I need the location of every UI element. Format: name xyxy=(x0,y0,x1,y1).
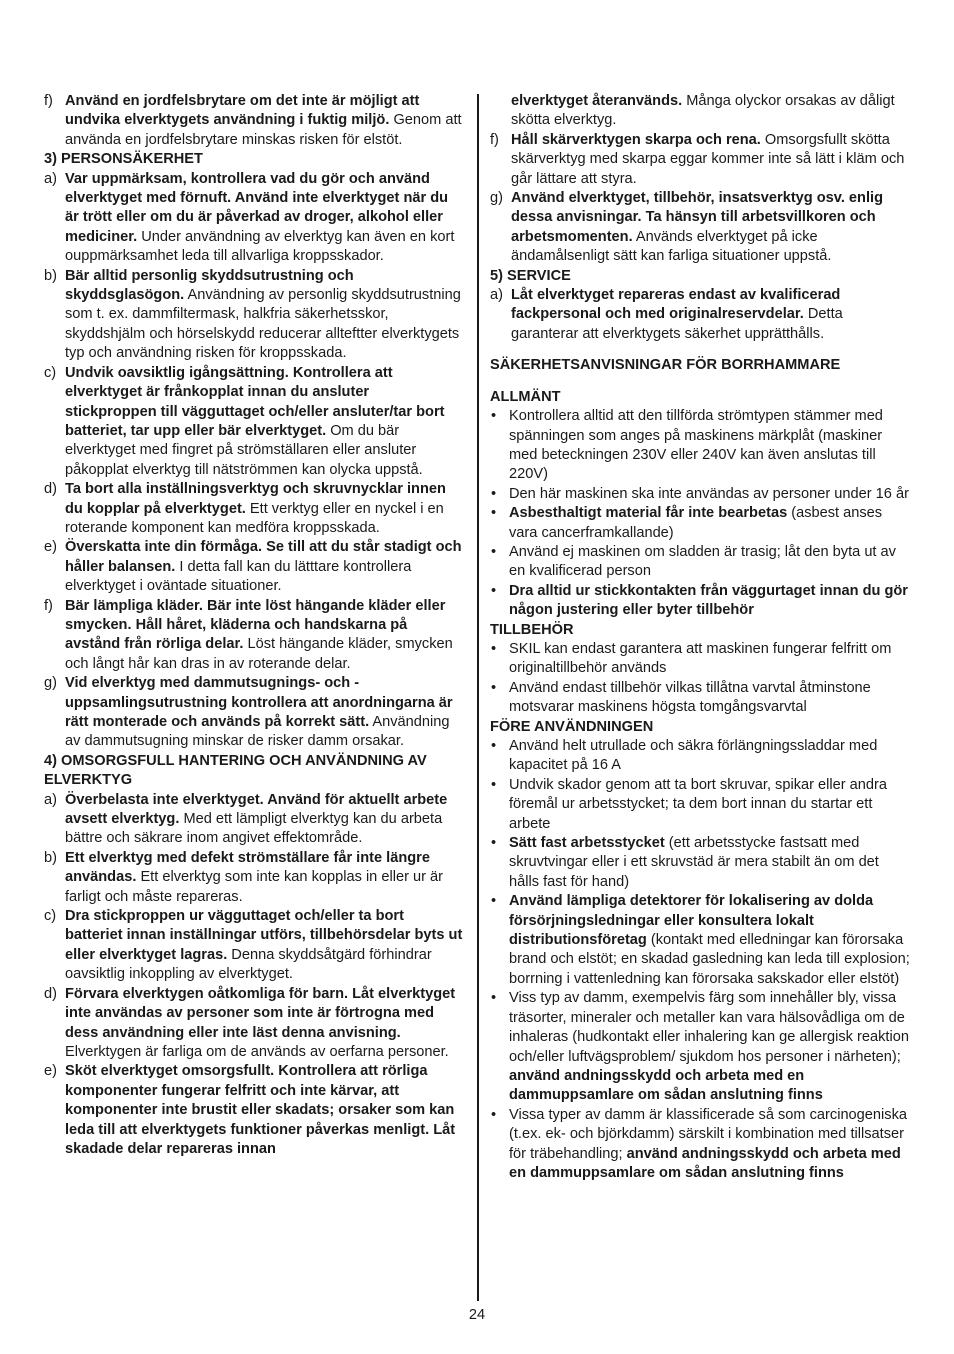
item-text: Detta garanterar att elverktygets säkerhet upprätthålls. xyxy=(511,306,843,342)
item-text: Kontrollera alltid att den tillförda strömtypen stämmer med spänningen som anges på maskinens märkplåt (maskiner med beteckningen 230V eller 240V kan även anslutas till 220V) xyxy=(509,408,883,483)
bullet-marker: • xyxy=(491,640,497,657)
item-text: Genom att använda en jordfelsbrytare minskas risken för elstöt. xyxy=(65,112,462,148)
bold-instruction: Förvara elverktygen oåtkomliga för barn. Låt elverktyget inte användas av personer som inte är förtrogna med dess användning eller inte läst denna anvisning. xyxy=(65,985,456,1041)
item-marker: b) xyxy=(44,267,57,284)
item-text: I detta fall kan du lätttare kontrollera elverktyget i oväntade situationer. xyxy=(65,558,412,595)
bold-instruction: Vid elverktyg med dammutsugnings- och -uppsamlingsutrustning kontrollera att anordningarna är rätt monterade och används på korrekt sätt. xyxy=(65,675,453,730)
list-item xyxy=(44,480,464,538)
item-text: Många olyckor orsakas av dåligt skötta elverktyg. xyxy=(511,93,895,129)
item-text: Under användning av elverktyg kan även en kort ouppmärksamhet leda till allvarliga kroppsskador. xyxy=(65,228,455,265)
item-marker: a) xyxy=(490,287,503,304)
bold-instruction: Var uppmärksam, kontrollera vad du gör och använd elverktyget med förnuft. Använd inte elverktyget när du är trött eller om du är påverkad av droger, alkohol eller mediciner. xyxy=(65,170,449,245)
bullet-item xyxy=(490,485,910,504)
item-marker: e) xyxy=(44,1063,57,1080)
bold-instruction: Undvik oavsiktlig igångsättning. Kontrollera att elverktyget är frånkopplat innan du ansluter stickproppen till vägguttaget och/eller ansluter/tar bort batteriet, tar upp eller bär elverktyget. xyxy=(65,364,445,439)
item-marker: g) xyxy=(44,675,57,692)
list-item xyxy=(44,849,464,907)
bullet-item xyxy=(490,737,910,776)
item-text: (ett arbetsstycke fastsatt med skruvtvingar eller i ett skruvstäd är mera stabilt än om det hålls fast för hand) xyxy=(509,835,879,890)
list-item xyxy=(44,674,464,752)
bold-instruction: Sätt fast arbetsstycket xyxy=(509,835,665,852)
item-text: Används elverktyget på icke ändamålsenligt sätt kan farliga situationer uppstå. xyxy=(511,228,832,265)
list-item xyxy=(44,985,464,1063)
list-item xyxy=(44,1062,464,1159)
item-text: SKIL kan endast garantera att maskinen fungerar felfritt om originaltillbehör används xyxy=(509,640,892,677)
right-column xyxy=(490,92,910,1183)
item-marker: c) xyxy=(44,364,57,381)
item-marker: g) xyxy=(490,190,503,207)
column-divider xyxy=(477,94,479,1301)
section-heading: 3) PERSONSÄKERHET xyxy=(44,151,203,168)
item-text: Omsorgsfullt skötta skärverktyg med skarpa eggar kommer inte så lätt i kläm och går lättare att styra. xyxy=(511,131,905,187)
item-text: Denna skyddsåtgärd förhindrar oavsiktlig inkoppling av elverktyget. xyxy=(65,946,432,983)
list-item xyxy=(44,538,464,596)
bullet-item xyxy=(490,989,910,1105)
list-item xyxy=(44,267,464,364)
bold-instruction: Sköt elverktyget omsorgsfullt. Kontrollera att rörliga komponenter fungerar felfritt och inte kärvar, att komponenter inte brustit eller skadats; orsaker som kan leda till att elverktygets funktioner påverkas menligt. Låt skadade delar repareras innan xyxy=(65,1063,456,1157)
bullet-marker: • xyxy=(491,679,497,696)
bullet-item xyxy=(490,407,910,485)
bold-instruction: Ta bort alla inställningsverktyg och skruvnycklar innen du kopplar på elverktyget. xyxy=(65,481,446,517)
bold-instruction: Överbelasta inte elverktyget. Använd för aktuellt arbete avsett elverktyg. xyxy=(65,791,448,828)
bullet-item xyxy=(490,834,910,892)
item-text: (kontakt med elledningar kan förorsaka brand och elstöt; en skadad gasledning kan leda till explosion; borrning i vattenledning kan förorsaka sakskador eller elstöt) xyxy=(509,932,910,987)
list-item xyxy=(44,92,464,150)
item-text: Användning av dammutsugning minskar de risker damm orsakar. xyxy=(65,714,450,750)
list-item xyxy=(490,131,910,189)
section-heading: FÖRE ANVÄNDNINGEN xyxy=(490,718,654,735)
item-text: Om du bär elverktyget med fingret på strömställaren eller ansluter påkopplat elverktyg till nätströmmen kan olycka uppstå. xyxy=(65,422,423,478)
bold-instruction: Använd en jordfelsbrytare om det inte är möjligt att undvika elverktygets användning i fuktig miljö. xyxy=(65,93,420,129)
list-item xyxy=(490,286,910,344)
bold-instruction: använd andningsskydd och arbeta med en dammuppsamlare om sådan anslutning finns xyxy=(509,1067,823,1104)
bullet-marker: • xyxy=(491,543,497,560)
bullet-item xyxy=(490,543,910,582)
list-item xyxy=(44,170,464,267)
bold-instruction: Bär lämpliga kläder. Bär inte löst hängande kläder eller smycken. Håll håret, kläderna och handskarna på avstånd från rörliga delar. xyxy=(65,597,446,653)
item-marker: f) xyxy=(44,93,53,109)
item-text: Med ett lämpligt elverktyg kan du arbeta bättre och säkrare inom angivet effektområde. xyxy=(65,811,443,847)
item-text: Använd ej maskinen om sladden är trasig; låt den byta ut av en kvalificerad person xyxy=(509,543,896,580)
bold-instruction: Håll skärverktygen skarpa och rena. xyxy=(511,131,761,148)
bold-instruction: Använd lämpliga detektorer för lokalisering av dolda försörjningsledningar eller konsultera lokalt distributionsföretag xyxy=(509,893,874,949)
bold-instruction: använd andningsskydd och arbeta med en dammuppsamlare om sådan anslutning finns xyxy=(509,1145,901,1181)
item-text: Den här maskinen ska inte användas av personer under 16 år xyxy=(509,485,909,502)
list-item xyxy=(44,364,464,480)
item-marker: f) xyxy=(490,131,499,148)
item-text: Undvik skador genom att ta bort skruvar, spikar eller andra föremål ur arbetsstycket; ta dem bort innan du startar ett arbete xyxy=(509,776,887,832)
item-marker: e) xyxy=(44,539,57,556)
list-item xyxy=(44,791,464,849)
bullet-item xyxy=(490,776,910,834)
bullet-item xyxy=(490,640,910,679)
item-text: Löst hängande kläder, smycken och långt hår kan dras in av roterande delar. xyxy=(65,636,453,672)
item-text: Ett elverktyg som inte kan kopplas in eller ur är farligt och måste repareras. xyxy=(65,869,443,905)
bullet-item xyxy=(490,892,910,989)
bullet-marker: • xyxy=(491,408,497,425)
left-column xyxy=(44,92,464,1159)
bullet-marker: • xyxy=(491,835,497,852)
bullet-item xyxy=(490,1106,910,1184)
item-marker: d) xyxy=(44,481,57,498)
item-text: Viss typ av damm, exempelvis färg som innehåller bly, vissa träsorter, mineraler och metaller kan vara hälsovådliga om de inhaleras (hudkontakt eller inhalering kan ge allergisk reaktion och/eller luftvägsproblem/ sjukdom hos personer i närheten); xyxy=(509,990,909,1065)
item-marker: b) xyxy=(44,849,57,866)
item-marker: f) xyxy=(44,597,53,614)
section-heading: ALLMÄNT xyxy=(490,388,561,405)
bullet-marker: • xyxy=(491,990,497,1007)
bullet-marker: • xyxy=(491,893,497,910)
section-heading: SÄKERHETSANVISNINGAR FÖR BORRHAMMARE xyxy=(490,357,841,374)
bullet-marker: • xyxy=(491,776,497,793)
list-item xyxy=(44,597,464,675)
section-heading: 4) OMSORGSFULL HANTERING OCH ANVÄNDNING AV ELVERKTYG xyxy=(44,752,427,789)
bold-instruction: Dra stickproppen ur vägguttaget och/eller ta bort batteriet innan inställningar utförs, tillbehörsdelar byts ut eller elverktyget lagras. xyxy=(65,908,463,963)
bold-instruction: Överskatta inte din förmåga. Se till att du står stadigt och håller balansen. xyxy=(65,539,462,575)
bullet-marker: • xyxy=(491,738,497,754)
bold-instruction: Låt elverktyget repareras endast av kvalificerad fackpersonal och med originalreservdelar. xyxy=(511,287,841,323)
bullet-item xyxy=(490,582,910,621)
list-item xyxy=(490,189,910,267)
item-text: Elverktygen är farliga om de används av oerfarna personer. xyxy=(65,1043,449,1060)
bold-instruction: elverktyget återanvänds. xyxy=(511,93,683,109)
bullet-marker: • xyxy=(491,485,497,502)
item-text: Användning av personlig skyddsutrustning som t. ex. dammfiltermask, halkfria säkerhetsskor, skyddshjälm och hörselskydd reducerar allteftter elverktygets typ och användning risken för kroppsskada. xyxy=(65,287,461,362)
bullet-marker: • xyxy=(491,1106,497,1123)
item-text: (asbest anses vara cancerframkallande) xyxy=(509,505,883,541)
item-marker: d) xyxy=(44,985,57,1002)
item-marker: c) xyxy=(44,908,57,925)
list-item xyxy=(44,907,464,985)
item-text: Ett verktyg eller en nyckel i en roterande komponent kan medföra kroppsskada. xyxy=(65,500,444,536)
item-text: Använd helt utrullade och säkra förlängningssladdar med kapacitet på 16 A xyxy=(509,738,878,774)
bold-instruction: Dra alltid ur stickkontakten från väggurtaget innan du gör någon justering eller byter tillbehör xyxy=(509,582,908,619)
bold-instruction: Bär alltid personlig skyddsutrustning och skyddsglasögon. xyxy=(65,267,354,304)
item-text: Använd endast tillbehör vilkas tillåtna varvtal åtminstone motsvarar maskinens högsta tomgångsvarvtal xyxy=(509,679,871,716)
page-number: 24 xyxy=(468,1307,486,1323)
bold-instruction: Asbesthaltigt material får inte bearbetas xyxy=(509,505,788,522)
item-marker: a) xyxy=(44,170,57,187)
bold-instruction: Använd elverktyget, tillbehör, insatsverktyg osv. enlig dessa anvisningar. Ta hänsyn till arbetsvillkoren och arbetsmomenten. xyxy=(511,190,883,245)
list-item xyxy=(490,92,910,131)
bullet-item xyxy=(490,504,910,543)
section-heading: 5) SERVICE xyxy=(490,267,571,284)
bullet-item xyxy=(490,679,910,718)
item-text: Vissa typer av damm är klassificerade så som carcinogeniska (t.ex. ek- och björkdamm) särskilt i kombination med tillsatser för träbehandling; xyxy=(509,1106,907,1162)
bullet-marker: • xyxy=(491,505,497,522)
section-heading: TILLBEHÖR xyxy=(490,621,574,638)
item-marker: a) xyxy=(44,791,57,808)
bold-instruction: Ett elverktyg med defekt strömställare får inte längre användas. xyxy=(65,849,430,886)
bullet-marker: • xyxy=(491,582,497,599)
